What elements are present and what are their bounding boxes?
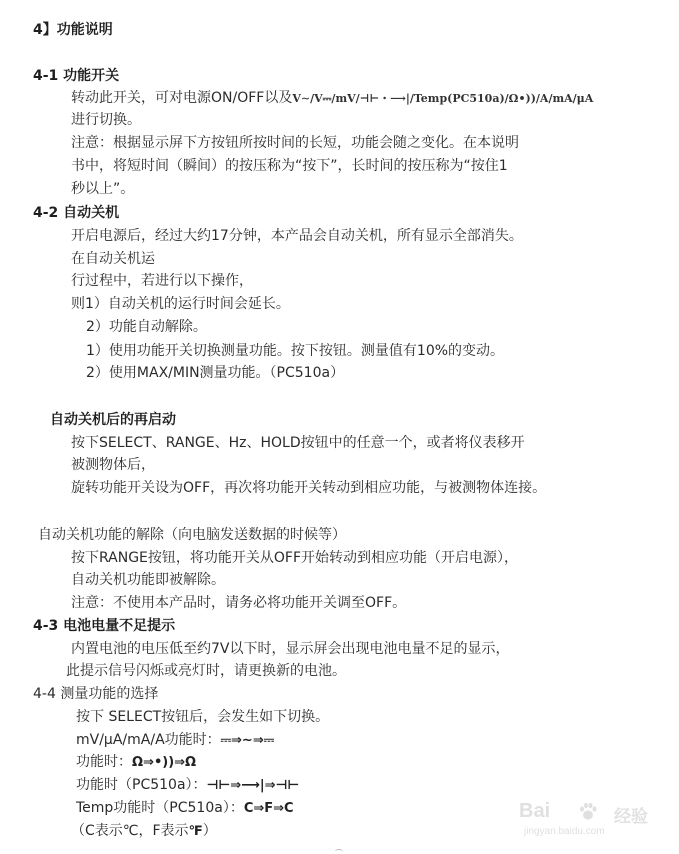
function-symbols: V∼/V⎓/mV/⊣⊢・⟶|/Temp(PC510a)/Ω•))/A/mA/μA: [292, 92, 594, 105]
s42-line4: 则1）自动关机的运行时间会延长。: [71, 296, 290, 312]
cancel-line2: 自动关机功能即被解除。: [71, 572, 225, 588]
s44-line2-text: mV/μA/mA/A功能时：: [76, 732, 221, 748]
s44-line5: [76, 799, 294, 818]
s44-line3: [76, 753, 196, 772]
s41-line2: 进行切换。: [71, 112, 141, 128]
heading-4-1: 4-1 功能开关: [33, 68, 120, 84]
s42-line2: 在自动关机运: [71, 251, 155, 267]
s42-line7: 2）使用MAX/MIN测量功能。（PC510a）: [86, 365, 345, 381]
section-title: 4】功能说明: [33, 22, 113, 38]
s44-line1: 按下 SELECT按钮后，会发生如下切换。: [76, 709, 330, 725]
s43-line2: 此提示信号闪烁或亮灯时，请更换新的电池。: [66, 663, 346, 679]
s44-line4: [76, 776, 299, 795]
heading-4-4: 4-4 测量功能的选择: [33, 686, 159, 702]
s44-line6-end: ）: [202, 823, 217, 839]
watermark-jingyan: 经验: [614, 807, 648, 827]
s44-line3-text: 功能时：: [76, 754, 132, 770]
s44-line4-text: 功能时（PC510a）：: [76, 777, 207, 793]
s44-line2: [76, 731, 274, 750]
heading-4-2: 4-2 自动关机: [33, 205, 120, 221]
s42-line6: 1）使用功能开关切换测量功能。按下按钮。测量值有10%的变动。: [86, 343, 505, 359]
s41-note3: 秒以上”。: [71, 181, 135, 197]
heading-cancel: 自动关机功能的解除（向电脑发送数据的时候等）: [38, 527, 346, 543]
s44-line5-text: Temp功能时（PC510a）：: [76, 800, 244, 816]
bottom-mark: [335, 849, 343, 854]
baidu-jingyan-watermark: [519, 800, 669, 844]
heading-4-3: 4-3 电池电量不足提示: [33, 618, 176, 634]
switch-sequence-temp: C⇒F⇒C: [243, 801, 294, 816]
restart-line3: 旋转功能开关设为OFF，再次将功能开关转动到相应功能，与被测物体连接。: [71, 480, 547, 496]
fahrenheit-symbol: ℉: [188, 824, 203, 839]
restart-line1: 按下SELECT、RANGE、Hz、HOLD按钮中的任意一个，或者将仪表移开: [71, 435, 525, 451]
s42-line5: 2）功能自动解除。: [86, 319, 207, 335]
switch-sequence-ohm: Ω⇒•))⇒Ω: [132, 755, 197, 770]
s44-line6: [71, 822, 217, 841]
paw-icon: [577, 801, 599, 823]
switch-sequence-capacitor: ⊣⊢⇒⟶|⇒⊣⊢: [206, 778, 300, 793]
cancel-line3: 注意：不使用本产品时，请务必将功能开关调至OFF。: [71, 595, 407, 611]
s41-line1-text: 转动此开关，可对电源ON/OFF以及: [71, 90, 293, 106]
watermark-url: jingyan.baidu.com: [524, 826, 605, 837]
switch-sequence-dc-ac: ⎓⇒∼⇒⎓: [220, 733, 275, 748]
s44-line6-text: （C表示℃，F表示: [71, 823, 189, 839]
restart-line2: 被测物体后，: [71, 457, 155, 473]
s43-line1: 内置电池的电压低至约7V以下时，显示屏会出现电池电量不足的显示，: [71, 641, 510, 657]
watermark-logo: Bai: [519, 800, 551, 822]
heading-restart: 自动关机后的再启动: [50, 412, 176, 428]
cancel-line1: 按下RANGE按钮，将功能开关从OFF开始转动到相应功能（开启电源），: [71, 550, 519, 566]
s42-line3: 行过程中，若进行以下操作，: [71, 273, 253, 289]
s41-note1: 注意：根据显示屏下方按钮所按时间的长短，功能会随之变化。在本说明: [71, 135, 519, 151]
s41-note2: 书中，将短时间（瞬间）的按压称为“按下”，长时间的按压称为“按住1: [71, 158, 508, 174]
s42-line1: 开启电源后，经过大约17分钟，本产品会自动关机，所有显示全部消失。: [71, 228, 523, 244]
s41-line1: [71, 89, 593, 108]
